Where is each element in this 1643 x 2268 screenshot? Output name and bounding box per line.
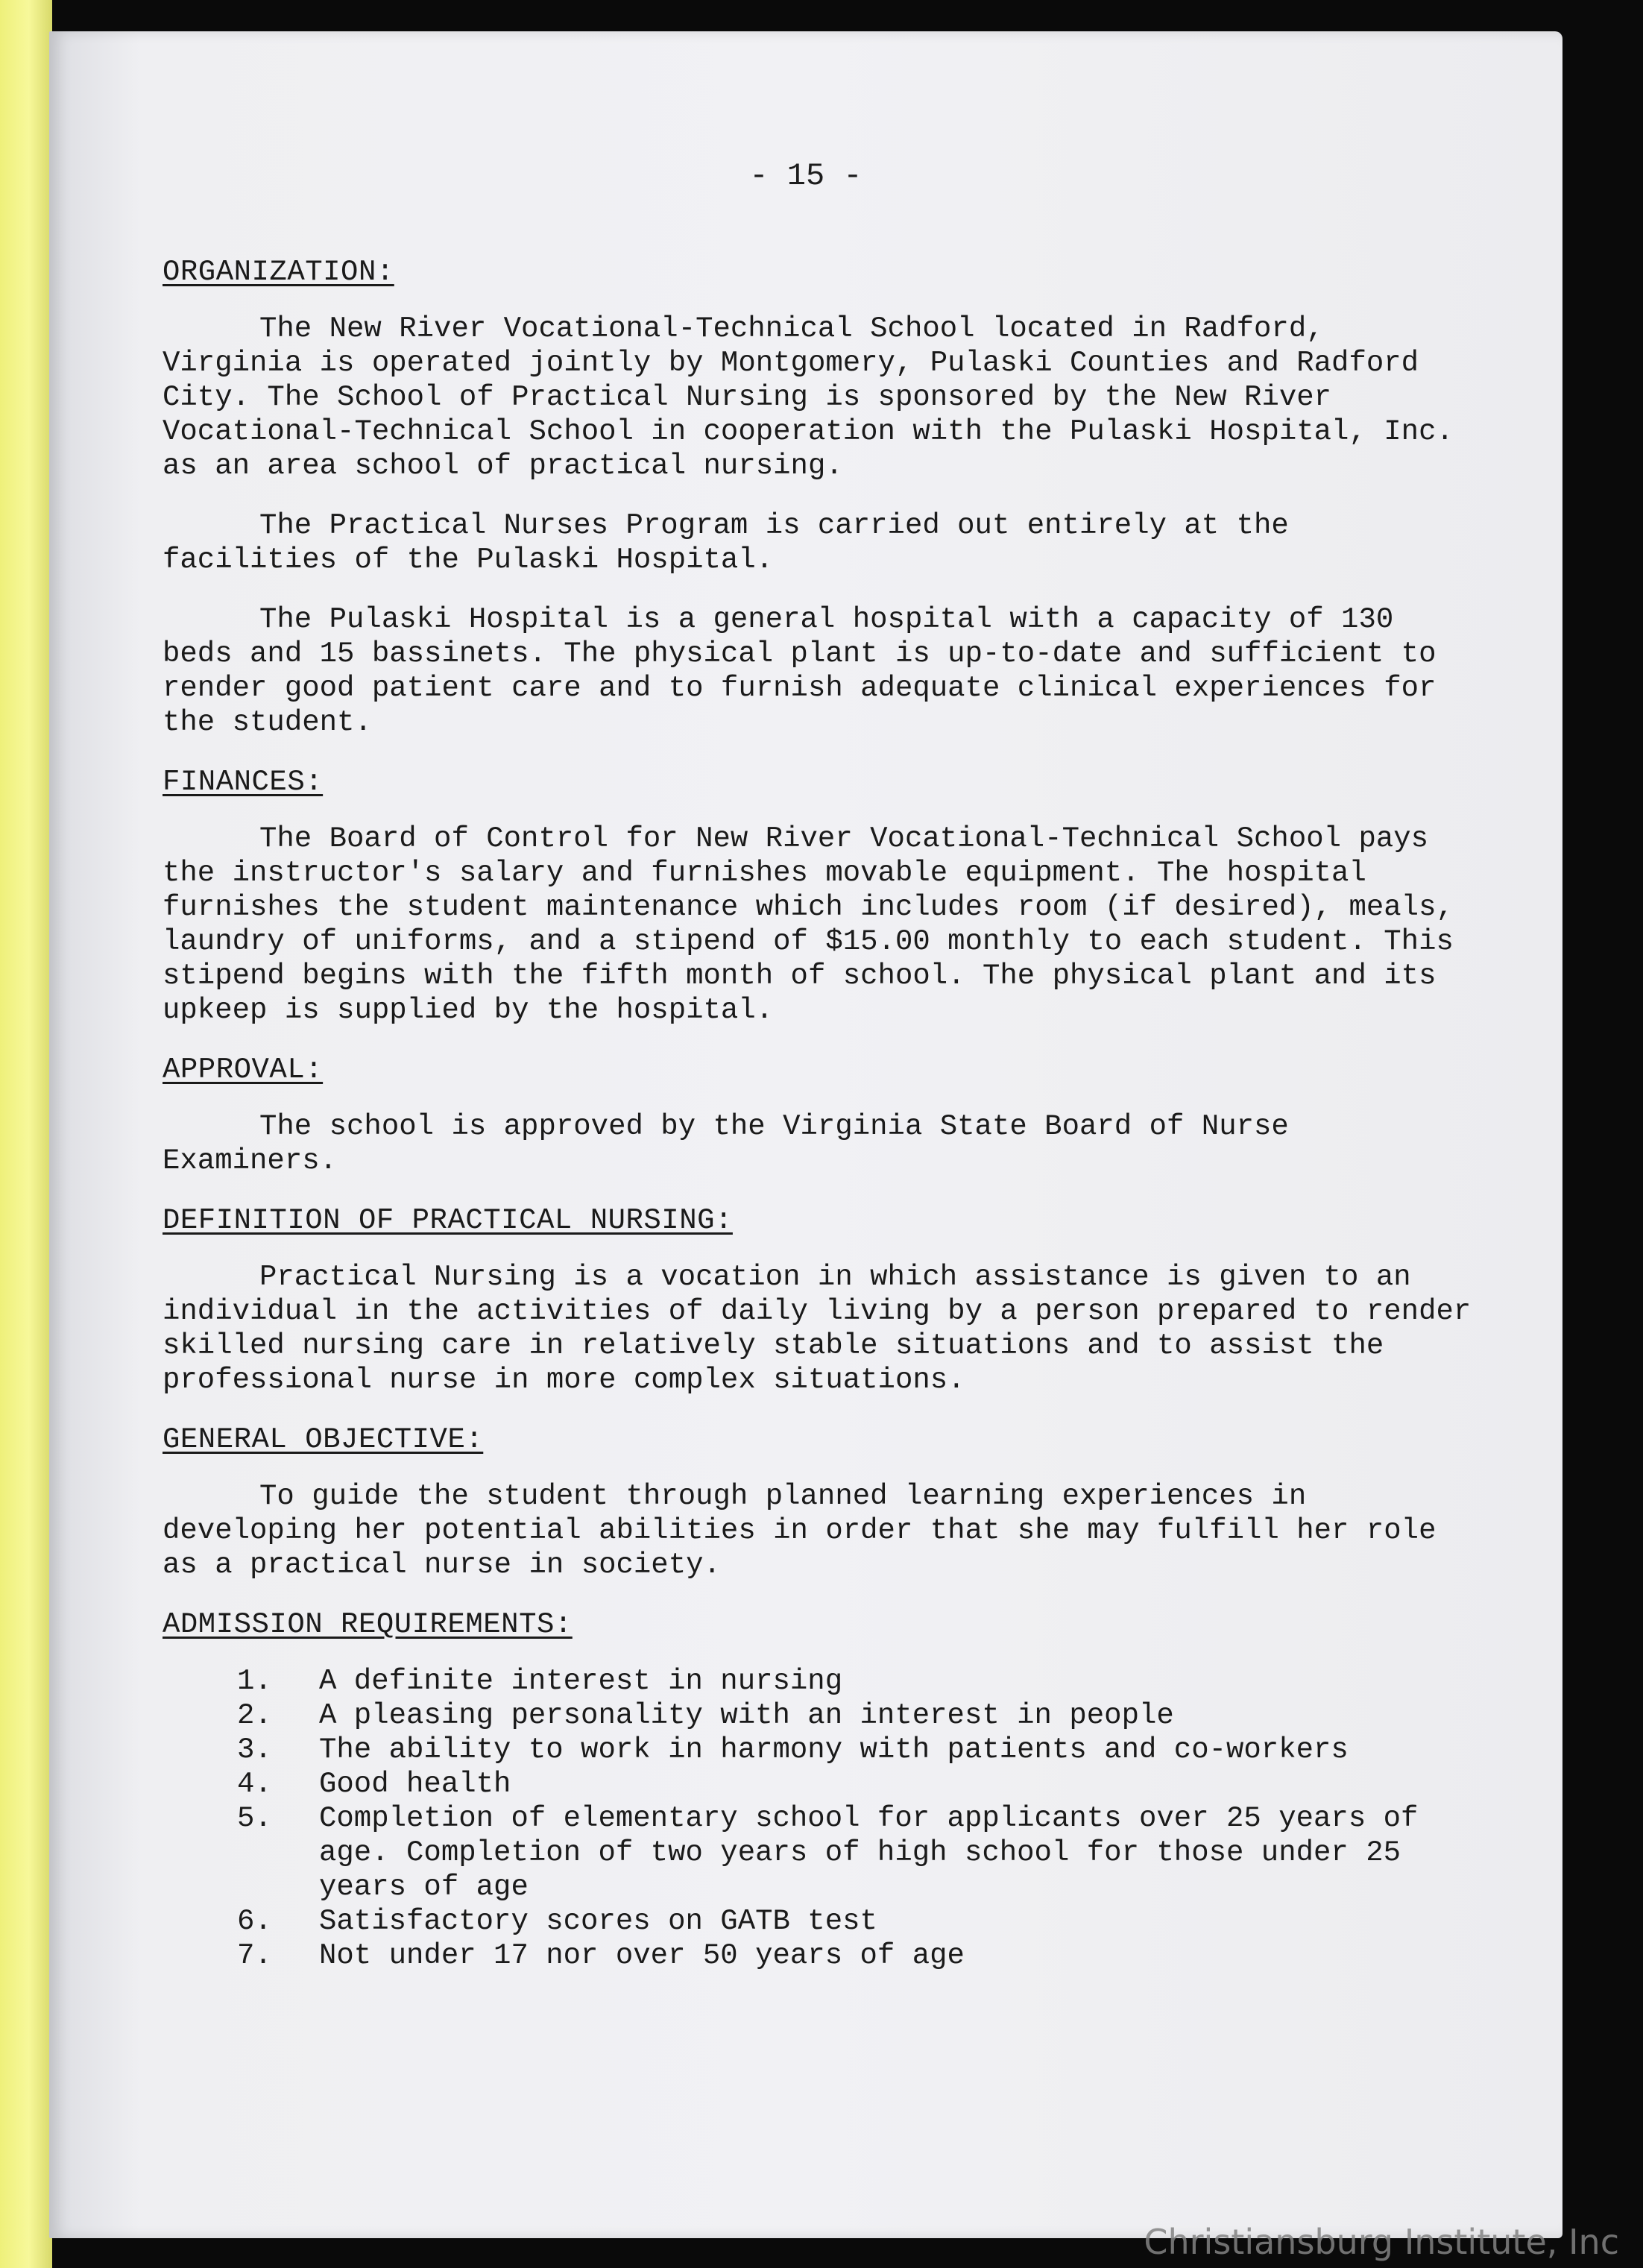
heading-definition: DEFINITION OF PRACTICAL NURSING: — [163, 1204, 733, 1237]
organization-paragraph-3: The Pulaski Hospital is a general hospital with a capacity of 130 beds and 15 bassinets. The physical plant is up-to-date and sufficient to render good patient care and to furnish adequate clinical experiences for the student. — [163, 603, 1437, 739]
heading-finances: FINANCES: — [163, 766, 324, 798]
list-item — [237, 1698, 1475, 1733]
admission-requirements-list — [163, 1664, 1475, 1973]
list-item — [237, 1938, 1475, 1973]
list-item-number: 6. — [237, 1905, 272, 1938]
watermark: Christiansburg Institute, Inc — [1144, 2222, 1619, 2262]
list-item — [237, 1664, 1475, 1698]
list-item-number: 5. — [237, 1802, 272, 1835]
list-item — [237, 1733, 1475, 1767]
list-item-number: 3. — [237, 1733, 272, 1766]
list-item-text: Completion of elementary school for applicants over 25 years of age. Completion of two years of high school for those under 25 years of age — [319, 1802, 1419, 1903]
list-item-text: A definite interest in nursing — [319, 1665, 843, 1698]
list-item-text: Not under 17 nor over 50 years of age — [319, 1939, 965, 1972]
heading-organization: ORGANIZATION: — [163, 256, 394, 289]
finances-paragraph: The Board of Control for New River Vocational-Technical School pays the instructor's salary and furnishes movable equipment. The hospital furnishes the student maintenance which includes room (if desired), meals, laundry of uniforms, and a stipend of $15.00 monthly to each student. This stipend begins with the fifth month of school. The physical plant and its upkeep is supplied by the hospital. — [163, 822, 1454, 1027]
organization-paragraph-2: The Practical Nurses Program is carried out entirely at the facilities of the Pulaski Hospital. — [163, 509, 1289, 576]
heading-approval: APPROVAL: — [163, 1053, 324, 1086]
page-content — [163, 255, 1475, 1973]
list-item-text: Satisfactory scores on GATB test — [319, 1905, 877, 1938]
objective-paragraph: To guide the student through planned learning experiences in developing her potential abilities in order that she may fulfill her role as a practical nurse in society. — [163, 1480, 1437, 1581]
list-item — [237, 1767, 1475, 1801]
approval-paragraph: The school is approved by the Virginia State Board of Nurse Examiners. — [163, 1110, 1289, 1177]
document-page — [49, 31, 1562, 2238]
page-number: - 15 - — [749, 158, 863, 194]
list-item-text: A pleasing personality with an interest in people — [319, 1699, 1174, 1732]
list-item-number: 4. — [237, 1768, 272, 1801]
list-item — [237, 1801, 1475, 1904]
heading-general-objective: GENERAL OBJECTIVE: — [163, 1423, 484, 1456]
list-item-number: 1. — [237, 1665, 272, 1698]
heading-admission-requirements: ADMISSION REQUIREMENTS: — [163, 1608, 573, 1641]
list-item-number: 2. — [237, 1699, 272, 1732]
organization-paragraph-1: The New River Vocational-Technical School located in Radford, Virginia is operated jointly by Montgomery, Pulaski Counties and Radford City. The School of Practical Nursing is sponsored by the New River Vocational-Technical School in cooperation with the Pulaski Hospital, Inc. as an area school of practical nursing. — [163, 312, 1454, 482]
list-item — [237, 1904, 1475, 1938]
list-item-number: 7. — [237, 1939, 272, 1972]
definition-paragraph: Practical Nursing is a vocation in which assistance is given to an individual in the activities of daily living by a person prepared to render skilled nursing care in relatively stable situations and to assist the professional nurse in more complex situations. — [163, 1261, 1472, 1396]
list-item-text: Good health — [319, 1768, 511, 1801]
yellow-backing-sheet — [0, 0, 52, 2268]
list-item-text: The ability to work in harmony with patients and co-workers — [319, 1733, 1349, 1766]
